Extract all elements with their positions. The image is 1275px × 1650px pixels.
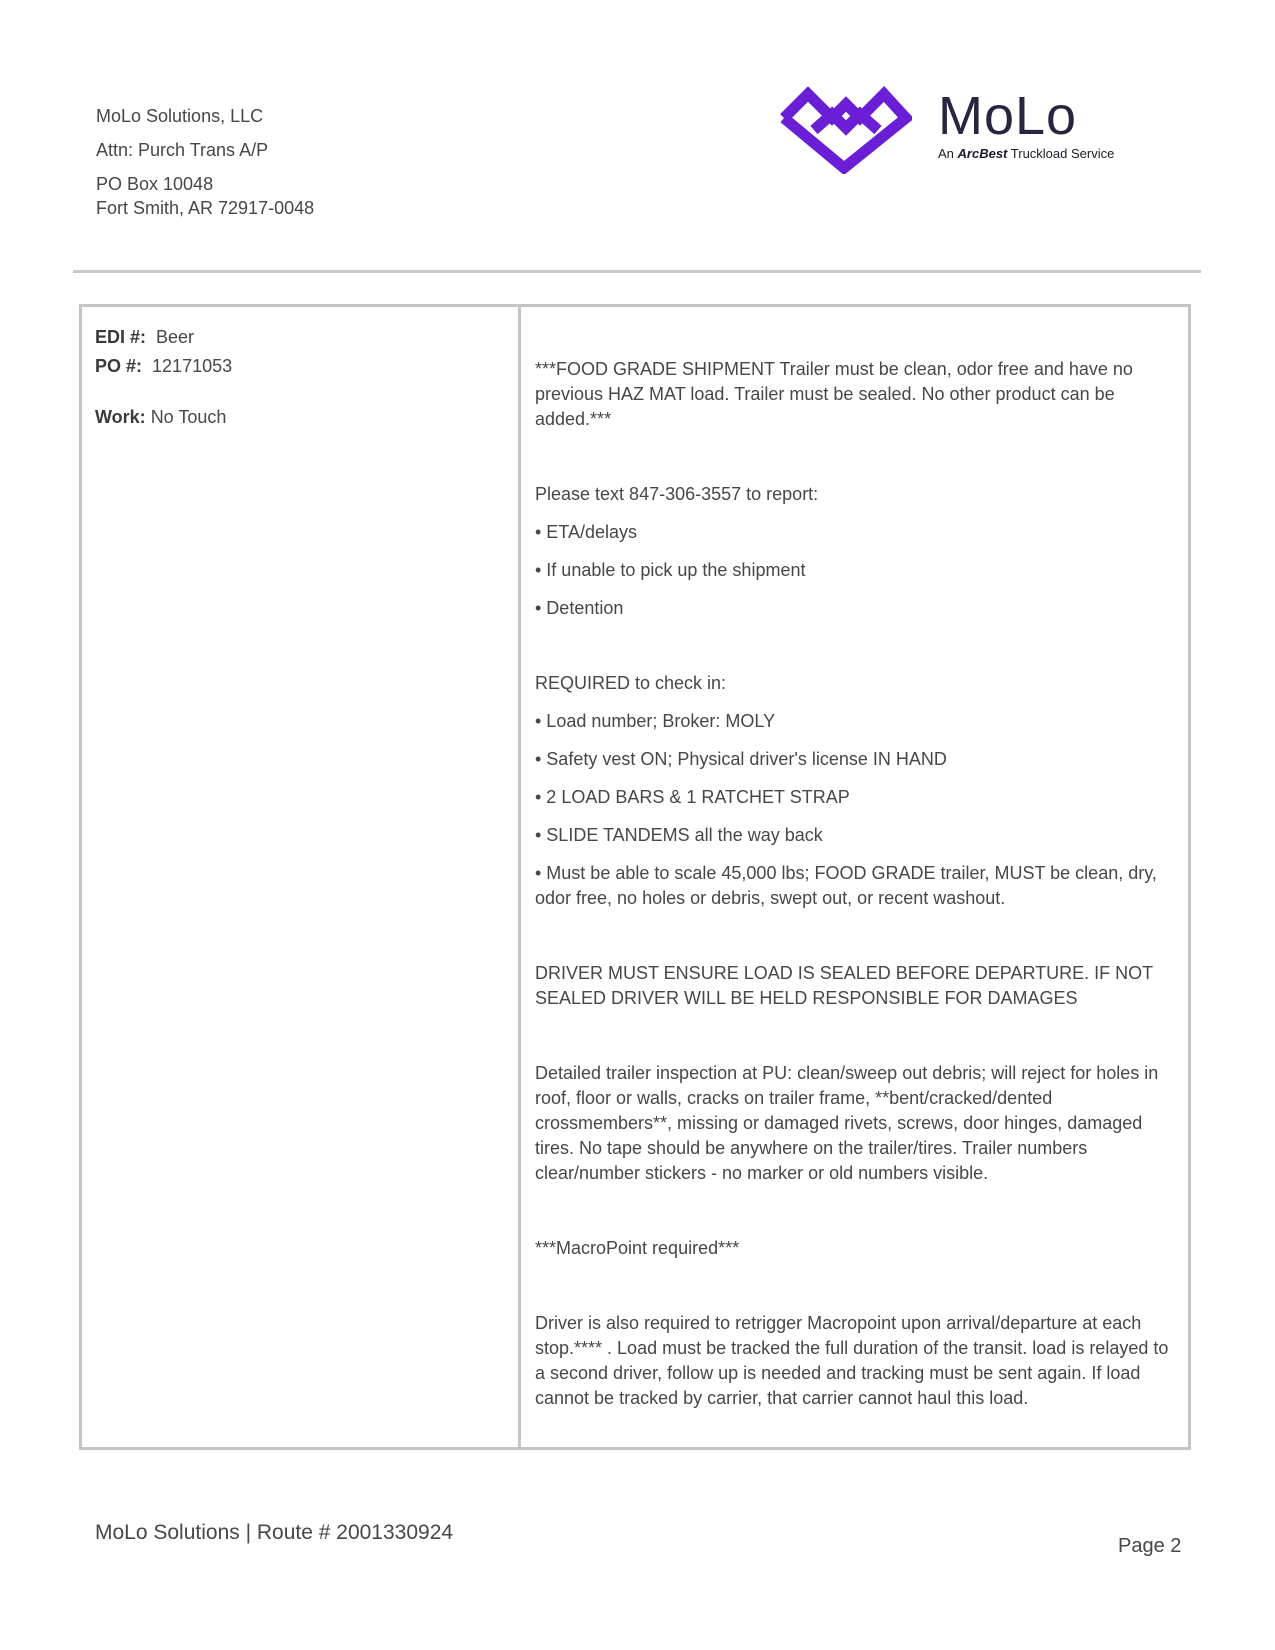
list-item: • Detention — [535, 598, 624, 618]
work-value: No Touch — [150, 407, 227, 427]
po-value: 12171053 — [152, 356, 233, 376]
column-divider — [518, 307, 521, 1447]
company-name: MoLo Solutions, LLC — [96, 106, 264, 126]
logo-wordmark: MoLo — [938, 86, 1078, 146]
list-item: • SLIDE TANDEMS all the way back — [535, 825, 823, 845]
city-line: Fort Smith, AR 72917-0048 — [96, 198, 315, 218]
text-report-intro: Please text 847-306-3557 to report: — [535, 484, 819, 504]
list-item: • 2 LOAD BARS & 1 RATCHET STRAP — [535, 787, 850, 807]
list-item: • Safety vest ON; Physical driver's license IN HAND — [535, 749, 947, 769]
footer-route: MoLo Solutions | Route # 2001330924 — [95, 1521, 454, 1544]
checkin-intro: REQUIRED to check in: — [535, 673, 727, 693]
list-item: • Must be able to scale 45,000 lbs; FOOD GRADE trailer, MUST be clean, dry, odor free, no holes or debris, swept out, or recent washout. — [535, 863, 1157, 908]
tagline-brand: ArcBest — [957, 146, 1008, 161]
macropoint-note: ***MacroPoint required*** — [535, 1238, 740, 1258]
tagline-prefix: An — [938, 146, 954, 161]
edi-row — [95, 323, 505, 352]
list-item: • Load number; Broker: MOLY — [535, 711, 776, 731]
tagline-suffix: Truckload Service — [1010, 146, 1115, 161]
page-number: Page 2 — [1118, 1535, 1182, 1557]
billing-address — [96, 104, 314, 220]
attention-line: Attn: Purch Trans A/P — [96, 140, 269, 160]
edi-value: Beer — [156, 327, 195, 347]
list-item: • ETA/delays — [535, 522, 638, 542]
work-label: Work: — [95, 407, 146, 427]
po-label: PO #: — [95, 356, 143, 376]
work-row — [95, 403, 505, 432]
molo-mark-icon — [778, 84, 912, 174]
list-item: • If unable to pick up the shipment — [535, 560, 806, 580]
food-grade-note: ***FOOD GRADE SHIPMENT Trailer must be clean, odor free and have no previous HAZ MAT load. Trailer must be sealed. No other product can be added.*** — [535, 359, 1133, 429]
retrigger-note: Driver is also required to retrigger Macropoint upon arrival/departure at each stop.**** . Load must be tracked the full duration of the transit. load is relayed to a second driver, follow up is needed and tracking must be sent again. If load cannot be tracked by carrier, that carrier cannot haul this load. — [535, 1313, 1169, 1408]
po-box-line: PO Box 10048 — [96, 174, 214, 194]
load-details-table — [79, 304, 1191, 1450]
sealed-warning: DRIVER MUST ENSURE LOAD IS SEALED BEFORE DEPARTURE. IF NOT SEALED DRIVER WILL BE HELD RESPONSIBLE FOR DAMAGES — [535, 963, 1153, 1008]
molo-logo — [778, 84, 1148, 176]
po-row — [95, 352, 505, 381]
instructions-column — [535, 357, 1175, 1411]
logo-tagline — [938, 146, 1114, 162]
inspection-note: Detailed trailer inspection at PU: clean/sweep out debris; will reject for holes in roof, floor or walls, cracks on trailer frame, **bent/cracked/dented crossmembers**, missing or damaged rivets, screws, door hinges, damaged tires. No tape should be anywhere on the trailer/tires. Trailer numbers clear/number stickers - no marker or old numbers visible. — [535, 1063, 1159, 1183]
reference-column — [95, 323, 505, 432]
header-divider — [73, 270, 1201, 273]
edi-label: EDI #: — [95, 327, 147, 347]
